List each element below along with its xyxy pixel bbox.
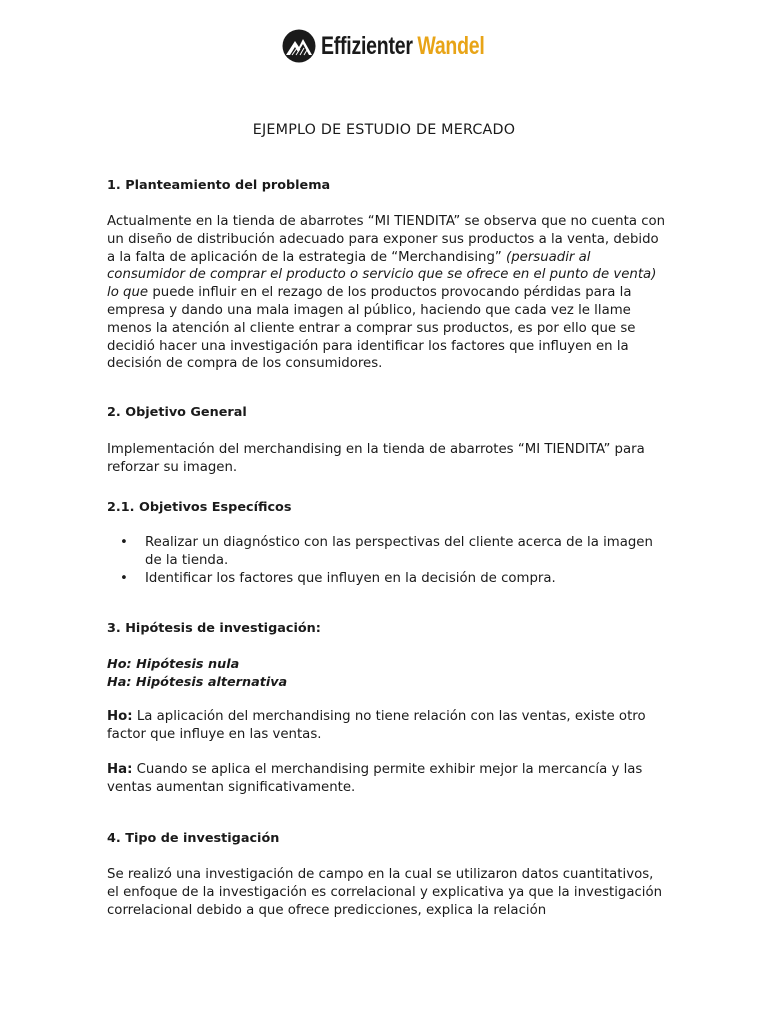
alternative-hypothesis-label: Ha: — [107, 762, 133, 777]
objective-paragraph: Implementación del merchandising en la tienda de abarrotes “MI TIENDITA” para reforzar su imagen. — [107, 442, 645, 475]
null-hypothesis-paragraph — [107, 708, 667, 744]
brand-logo — [282, 27, 531, 65]
research-type-paragraph: Se realizó una investigación de campo en la cual se utilizaron datos cuantitativos, el enfoque de la investigación es correlacional y explicativa ya que la investigación correlacional debido a que ofrece predicciones, explica la relación — [107, 867, 663, 918]
bullet-icon: • — [120, 535, 128, 550]
section-heading-research-type: 4. Tipo de investigación — [107, 831, 280, 846]
alternative-hypothesis-paragraph — [107, 761, 667, 797]
null-hypothesis-label: Ho: — [107, 709, 133, 724]
bullet-icon: • — [120, 570, 128, 586]
list-item — [107, 570, 667, 588]
document-title: EJEMPLO DE ESTUDIO DE MERCADO — [252, 122, 516, 138]
problem-text-1: Actualmente en la tienda de abarrotes “MI TIENDITA” se observa que no cuenta con un diseño de distribución adecuado para exponer sus productos a la venta, debido a la falta de aplicación de la estrategia de “Merchandising” — [107, 214, 666, 265]
brand-word-2: Wandel — [417, 31, 485, 60]
null-hypothesis-definition: Ho: Hipótesis nula — [107, 657, 240, 672]
list-item-text: Identificar los factores que influyen en la decisión de compra. — [145, 570, 556, 586]
brand-wordmark — [321, 32, 485, 61]
problem-text-2: puede influir en el rezago de los productos provocando pérdidas para la empresa y dando una mala imagen al público, haciendo que cada vez le llame menos la atención al cliente entrar a comprar sus productos, es por ello que se decidió hacer una investigación para identificar los factores que influyen en la decisión de compra de los consumidores. — [107, 285, 636, 372]
alternative-hypothesis-text: Cuando se aplica el merchandising permite exhibir mejor la mercancía y las ventas aumentan significativamente. — [107, 762, 643, 795]
problem-paragraph — [107, 213, 667, 373]
list-item-text: Realizar un diagnóstico con las perspectivas del cliente acerca de la imagen de la tienda. — [145, 535, 653, 568]
null-hypothesis-text: La aplicación del merchandising no tiene relación con las ventas, existe otro factor que influye en las ventas. — [107, 709, 646, 742]
section-heading-objective: 2. Objetivo General — [107, 405, 247, 420]
section-heading-specific-objectives: 2.1. Objetivos Específicos — [107, 500, 292, 515]
mountain-logo-icon — [282, 29, 316, 63]
problem-text-italic: (persuadir al consumidor de comprar el producto o servicio que se ofrece en el punto de venta) lo que — [107, 249, 657, 301]
section-heading-problem: 1. Planteamiento del problema — [107, 178, 331, 193]
list-item — [107, 534, 667, 570]
brand-word-1: Effizienter — [321, 31, 413, 60]
specific-objectives-list — [107, 534, 667, 587]
section-heading-hypothesis: 3. Hipótesis de investigación: — [107, 621, 321, 636]
alternative-hypothesis-definition: Ha: Hipótesis alternativa — [107, 675, 288, 690]
